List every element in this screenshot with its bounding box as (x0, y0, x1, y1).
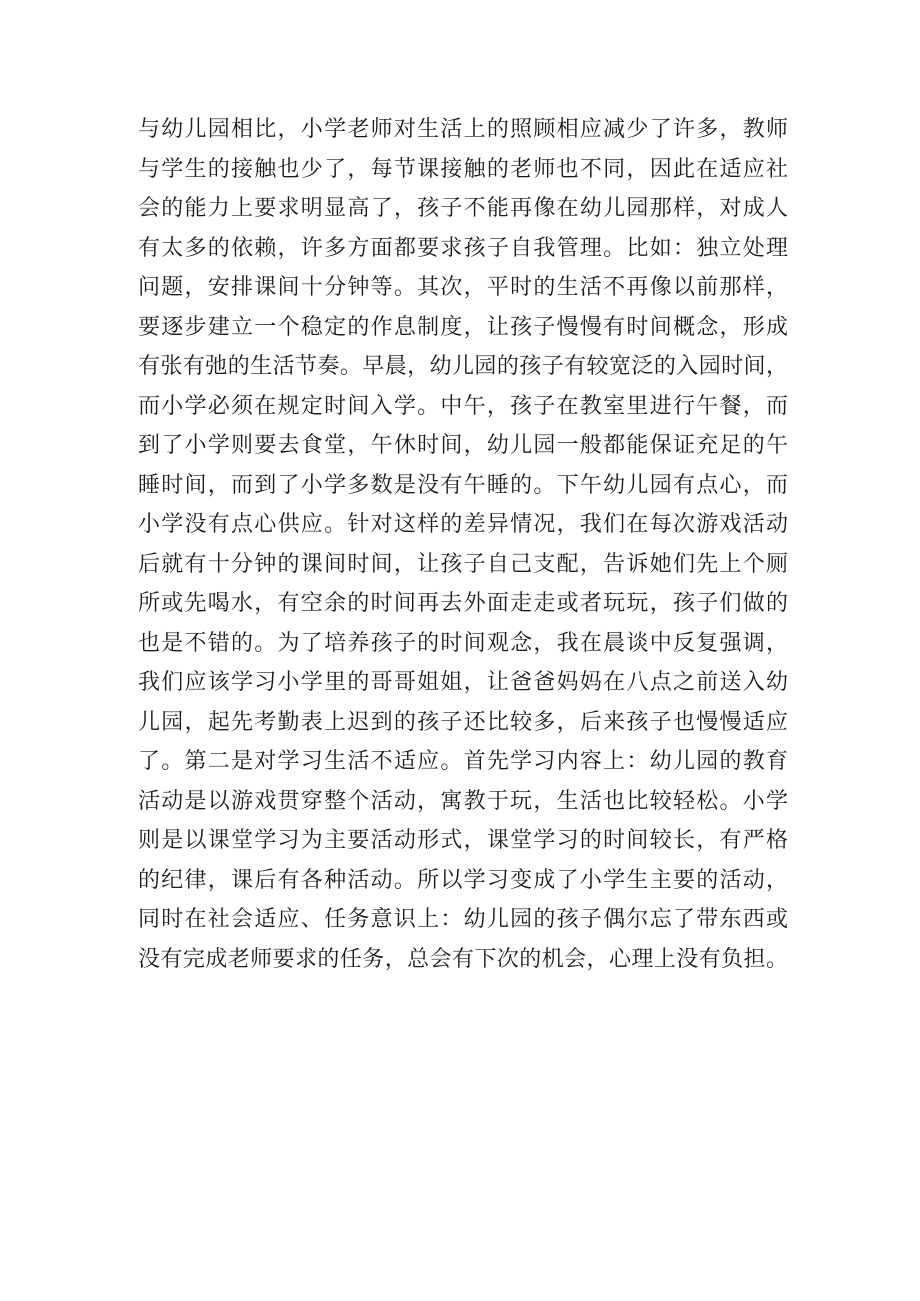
text-line: 的纪律，课后有各种活动。所以学习变成了小学生主要的活动， (138, 867, 788, 893)
text-line: 而小学必须在规定时间入学。中午，孩子在教室里进行午餐，而 (138, 393, 788, 419)
text-line: 活动是以游戏贯穿整个活动，寓教于玩，生活也比较轻松。小学 (138, 788, 788, 814)
text-line: 与幼儿园相比，小学老师对生活上的照顾相应减少了许多，教师 (138, 117, 788, 142)
text-line: 了。第二是对学习生活不适应。首先学习内容上：幼儿园的教育 (138, 749, 788, 774)
text-line: 后就有十分钟的课间时间，让孩子自己支配，告诉她们先上个厕 (138, 551, 788, 577)
text-line: 则是以课堂学习为主要活动形式，课堂学习的时间较长，有严格 (138, 828, 788, 853)
text-line: 有太多的依赖，许多方面都要求孩子自我管理。比如：独立处理 (138, 235, 788, 261)
text-line: 到了小学则要去食堂，午休时间，幼儿园一般都能保证充足的午 (138, 433, 788, 458)
text-line: 所或先喝水，有空余的时间再去外面走走或者玩玩，孩子们做的 (138, 591, 788, 616)
body-paragraph (138, 110, 788, 979)
text-line: 也是不错的。为了培养孩子的时间观念，我在晨谈中反复强调， (138, 630, 788, 656)
text-line: 要逐步建立一个稳定的作息制度，让孩子慢慢有时间概念，形成 (138, 314, 788, 340)
text-line: 同时在社会适应、任务意识上：幼儿园的孩子偶尔忘了带东西或 (138, 907, 788, 932)
text-line: 问题，安排课间十分钟等。其次，平时的生活不再像以前那样， (138, 275, 788, 300)
text-line: 我们应该学习小学里的哥哥姐姐，让爸爸妈妈在八点之前送入幼 (138, 670, 788, 695)
text-line: 小学没有点心供应。针对这样的差异情况，我们在每次游戏活动 (138, 512, 788, 537)
text-line: 没有完成老师要求的任务，总会有下次的机会，心理上没有负担。 (138, 946, 788, 972)
text-line: 会的能力上要求明显高了，孩子不能再像在幼儿园那样，对成人 (138, 196, 788, 221)
text-line: 与学生的接触也少了，每节课接触的老师也不同，因此在适应社 (138, 156, 788, 182)
text-line: 睡时间，而到了小学多数是没有午睡的。下午幼儿园有点心，而 (138, 472, 788, 498)
text-line: 有张有弛的生活节奏。早晨，幼儿园的孩子有较宽泛的入园时间， (138, 354, 788, 379)
text-line: 儿园，起先考勤表上迟到的孩子还比较多，后来孩子也慢慢适应 (138, 709, 788, 735)
